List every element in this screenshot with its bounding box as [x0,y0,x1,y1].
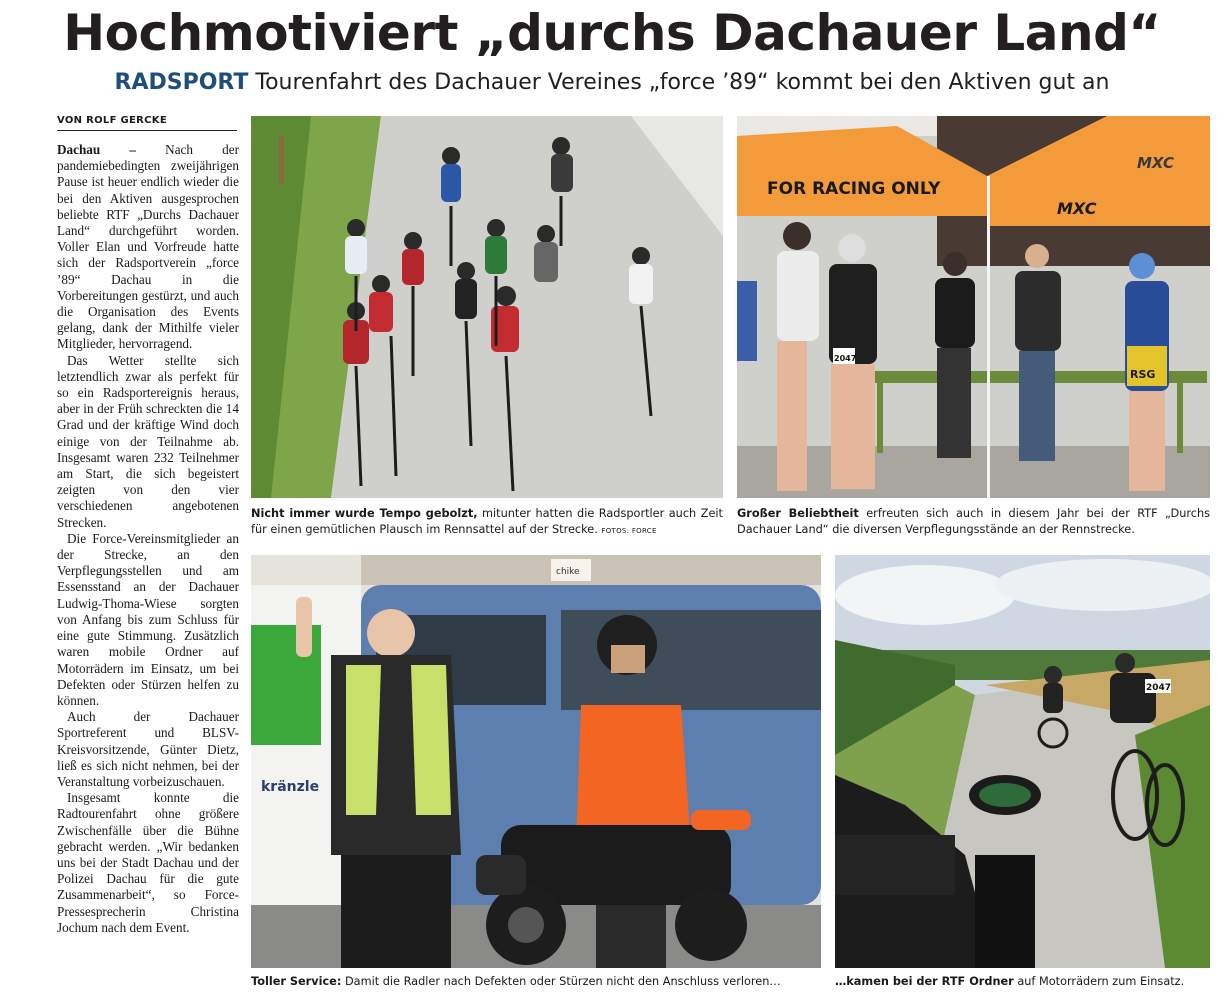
tent-text-3: MXC [1137,154,1174,172]
caption-moto-service: Toller Service: Damit die Radler nach Defekten oder Stürzen nicht den Anschluss verloren… [251,975,781,988]
subheadline: Tourenfahrt des Dachauer Vereines „force ’89“ kommt bei den Aktiven gut an [255,70,1110,95]
section-kicker: RADSPORT [114,70,249,95]
paragraph-2: Das Wetter stellte sich letztendlich zwar als perfekt für so ein Radsportereignis heraus, aber in der Früh schreckten die 14 Grad und der kräftige Wind doch einige von der Teilnahme ab. Insgesamt waren 232 Teilnehmer am Start, die sich begeistert zeigten von den vier verschiedenen angebotenen Strecken. [57,352,239,530]
photo-cyclists-group [251,116,723,498]
tent-text-2: MXC [1057,199,1097,218]
dateline: Dachau – [57,142,136,157]
paragraph-5: Insgesamt konnte die Radtourenfahrt ohne größere Zwischenfälle über die Bühne gebracht werden. „Wir bedanken uns bei der Stadt Dachau und der Polizei Dachau für die gute Zusammenarbeit“, so Force-Pressesprecherin Christina Jochum nach dem Event. [57,790,239,935]
photo-moto-road [835,555,1210,968]
byline: VON ROLF GERCKE [57,115,237,131]
paragraph-1: Dachau – Nach der pandemiebedingten zweijährigen Pause ist heuer endlich wieder die bei den Aktiven ausgesprochen beliebte RTF „Durchs Dachauer Land“ durchgeführt worden. Voller Elan und Vorfreude hatte sich der Radsportverein „force ’89“ Dachau in die Vorbereitungen gestürzt, und auch die Organisation des Events gelang, dank der Mithilfe vieler Mitglieder, hervorragend. [57,142,239,352]
paragraph-3: Die Force-Vereinsmitglieder an der Strecke, an den Verpflegungsstellen und am Essensstand an der Dachauer Ludwig-Thoma-Wiese sorgten von Anfang bis zum Schluss für eine gute Stimmung. Zusätzlich waren mobile Ordner auf Motorrädern im Einsatz, um bei Defekten oder Stürzen helfen zu können. [57,530,239,708]
photo-food-station [737,116,1210,498]
bib-number: 2047 [834,354,857,363]
photo-credit: FOTOS: FORCE [601,527,657,535]
sign-text: chike [556,567,580,577]
headline: Hochmotiviert „durchs Dachauer Land“ [63,4,1161,62]
photo-moto-service [251,555,821,968]
subheadline-row [0,66,1224,100]
article-body [57,142,239,992]
caption-moto-road: …kamen bei der RTF Ordner auf Motorrädern zum Einsatz. [835,975,1185,988]
caption-cyclists-group: Nicht immer wurde Tempo gebolzt, mitunter hatten die Radsportler auch Zeit für einen gemütlichen Plausch im Rennsattel auf der Strecke. FOTOS: FORCE [251,507,723,536]
van-text: kränzle [261,779,320,795]
paragraph-4: Auch der Dachauer Sportreferent und BLSV-Kreisvorsitzende, Günter Dietz, ließ es sich nicht nehmen, bei der Veranstaltung vorbeizuschauen. [57,709,239,789]
caption-food-station: Großer Beliebtheit erfreuten sich auch in diesem Jahr bei der RTF „Durchs Dachauer Land“ die diversen Verpflegungsstände an der Rennstrecke. [737,507,1211,536]
jersey-text: RSG [1130,368,1156,381]
bib-number-road: 2047 [1146,683,1172,693]
tent-text-1: FOR RACING ONLY [767,179,941,199]
